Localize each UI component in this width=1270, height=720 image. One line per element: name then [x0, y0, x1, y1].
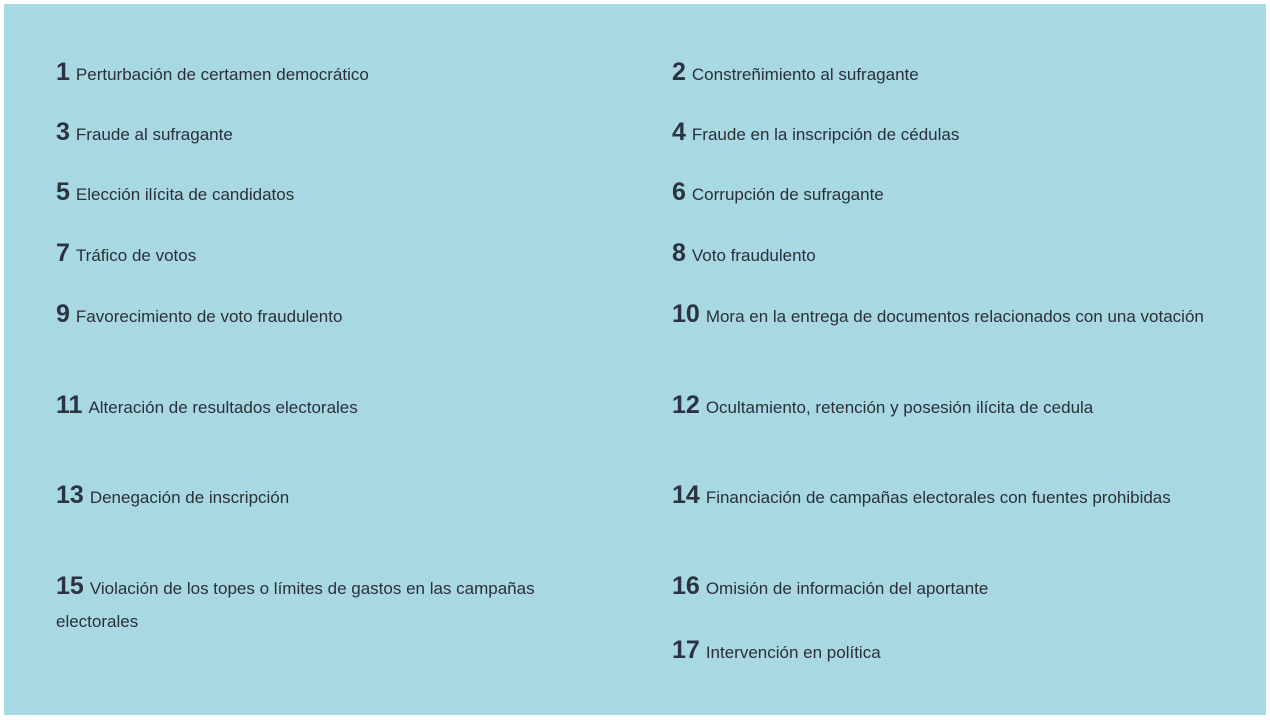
item-number: 15: [56, 572, 84, 600]
list-item-14: [672, 479, 1220, 514]
crimes-list-panel: [4, 4, 1266, 715]
item-text: Corrupción de sufragante: [691, 185, 884, 204]
item-number: 11: [56, 391, 83, 419]
list-item-1: [56, 56, 616, 91]
item-number: 1: [56, 58, 70, 86]
item-text: Intervención en política: [705, 643, 881, 662]
item-text: Constreñimiento al sufragante: [691, 65, 919, 84]
item-number: 10: [672, 300, 700, 328]
item-text: Violación de los topes o límites de gastos en las campañas electorales: [56, 579, 535, 631]
item-number: 14: [672, 481, 700, 509]
item-text: Favorecimiento de voto fraudulento: [75, 307, 343, 326]
list-item-15: [56, 570, 616, 638]
item-text: Omisión de información del aportante: [705, 579, 989, 598]
list-item-12: [672, 389, 1220, 424]
item-text: Elección ilícita de candidatos: [75, 185, 295, 204]
list-item-3: [56, 116, 616, 151]
item-number: 4: [672, 118, 686, 146]
item-text: Perturbación de certamen democrático: [75, 65, 369, 84]
item-text: Alteración de resultados electorales: [88, 398, 358, 417]
list-item-13: [56, 479, 616, 514]
item-text: Fraude en la inscripción de cédulas: [691, 125, 960, 144]
list-item-2: [672, 56, 1220, 91]
item-number: 9: [56, 300, 70, 328]
list-item-7: [56, 237, 616, 272]
item-number: 5: [56, 178, 70, 206]
list-item-8: [672, 237, 1220, 272]
item-number: 6: [672, 178, 686, 206]
item-number: 12: [672, 391, 700, 419]
item-number: 16: [672, 572, 700, 600]
item-text: Voto fraudulento: [691, 246, 816, 265]
item-number: 3: [56, 118, 70, 146]
item-text: Mora en la entrega de documentos relacionados con una votación: [705, 307, 1204, 326]
list-item-10: [672, 298, 1220, 333]
item-text: Tráfico de votos: [75, 246, 197, 265]
item-text: Financiación de campañas electorales con fuentes prohibidas: [705, 488, 1171, 507]
list-item-11: [56, 389, 616, 424]
list-item-6: [672, 176, 1220, 211]
list-item-16: [672, 570, 1220, 605]
item-number: 2: [672, 58, 686, 86]
item-number: 13: [56, 481, 84, 509]
item-text: Ocultamiento, retención y posesión ilícita de cedula: [705, 398, 1094, 417]
item-text: Denegación de inscripción: [89, 488, 290, 507]
list-item-9: [56, 298, 616, 333]
item-text: Fraude al sufragante: [75, 125, 233, 144]
list-item-4: [672, 116, 1220, 151]
list-item-17: [672, 634, 1220, 669]
item-number: 7: [56, 239, 70, 267]
list-item-5: [56, 176, 616, 211]
item-number: 8: [672, 239, 686, 267]
item-number: 17: [672, 636, 700, 664]
